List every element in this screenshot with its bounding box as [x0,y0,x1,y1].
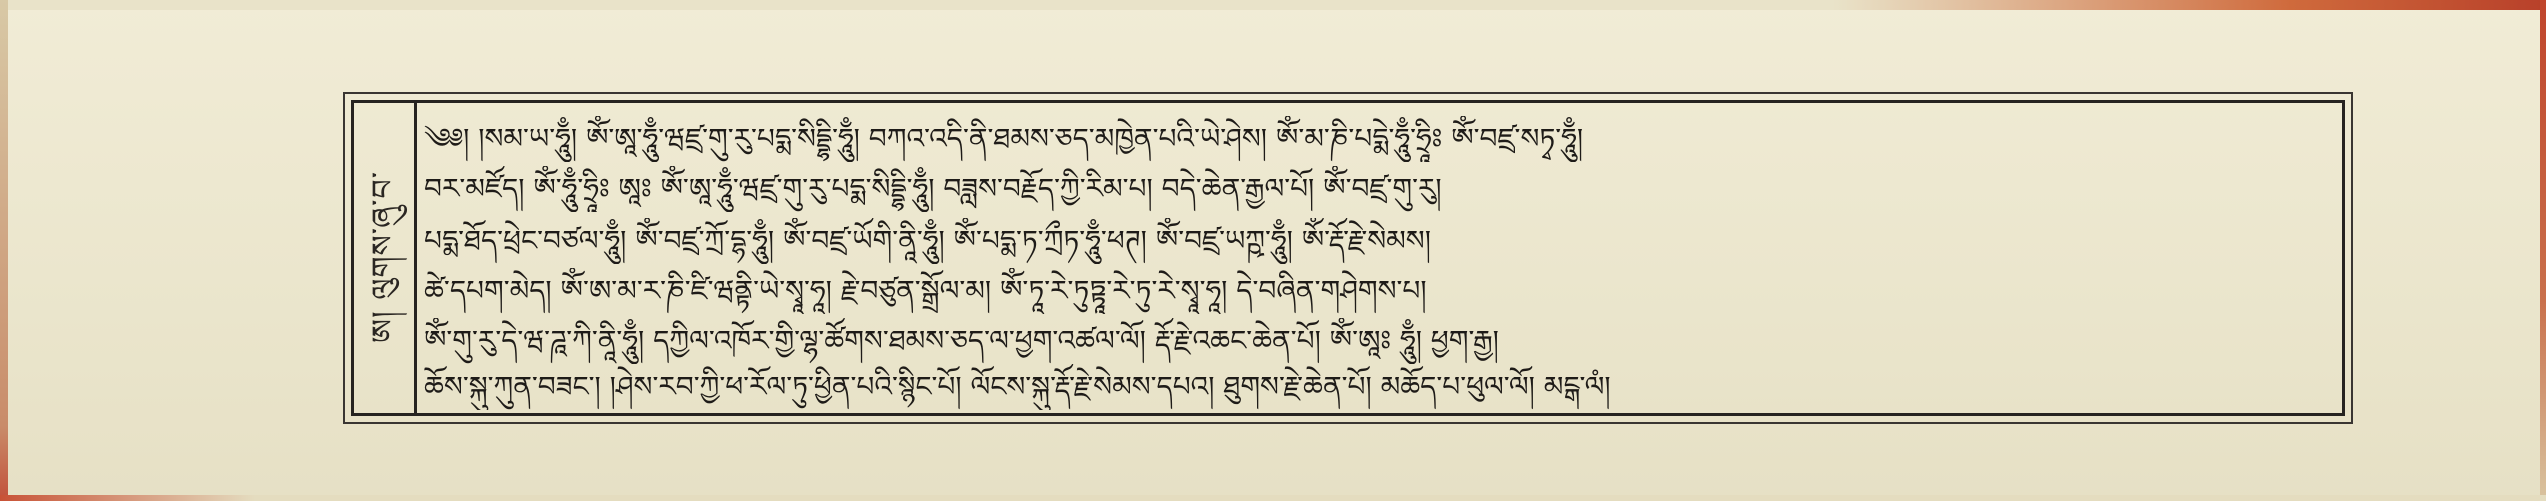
text-line-5: ཨོཾ་གུ་རུ་དེ་ཝ་ཌཱ་ཀི་ནཱི་ཧཱུྃ། དཀྱིལ་འཁོར་གྱི་ལྷ་ཚོགས་ཐམས་ཅད་ལ་ཕྱག་འཚལ་ལོ། རྡོ་རྗེ་འཆང་ཆེན་པོ། ཨོཾ་ཨཱཿ ཧཱུྃ། ཕྱག་རྒྱ། [424,324,1499,357]
text-line-4: ཚེ་དཔག་མེད། ཨོཾ་ཨ་མ་ར་ཎི་ཛི་ཝནྟི་ཡེ་སྭཱ་ཧཱ། རྗེ་བཙུན་སྒྲོལ་མ། ཨོཾ་ཏཱ་རེ་ཏུཏྟཱ་རེ་ཏུ་རེ་སྭཱ་ཧཱ། དེ་བཞིན་གཤེགས་པ། [424,274,1427,307]
margin-label [355,112,413,402]
page-edge-left [0,0,8,501]
text-block [424,106,2336,410]
text-line-1: ༄༅། །སམ་ཡ་ཧཱུྃ། ཨོཾ་ཨཱ་ཧཱུྃ་ཝཛྲ་གུ་རུ་པདྨ་སིདྡྷི་ཧཱུྃ། བཀའ་འདི་ནི་ཐམས་ཅད་མཁྱེན་པའི་ཡེ་ཤེས། ཨོཾ་མ་ཎི་པདྨེ་ཧཱུྃ་ཧྲཱིཿ ཨོཾ་བཛྲ་སཏྭ་ཧཱུྃ། [424,122,1584,155]
text-line-2: བར་མཛོད། ཨོཾ་ཧཱུྃ་ཧྲཱིཿ ཨཱཿ ཨོཾ་ཨཱ་ཧཱུྃ་ཝཛྲ་གུ་རུ་པདྨ་སིདྡྷི་ཧཱུྃ། བཟླས་བརྗོད་ཀྱི་རིམ་པ། བདེ་ཆེན་རྒྱལ་པོ། ཨོཾ་བཛྲ་གུ་རུ། [424,172,1442,205]
page-edge-right [2540,0,2546,501]
margin-label-text: ཨ། ལུགས་ཞུ་བ་ [366,170,401,343]
text-line-6: ཆོས་སྐུ་ཀུན་བཟང་། །ཤེས་རབ་ཀྱི་ཕ་རོལ་ཏུ་ཕྱིན་པའི་སྙིང་པོ། ལོངས་སྐུ་རྡོ་རྗེ་སེམས་དཔའ། ཐུགས་རྗེ་ཆེན་པོ། མཆོད་པ་ཕུལ་ལོ། མངྒ་ལཾ། [424,370,1611,403]
page-edge-bottom [0,495,2546,501]
page-edge-top [0,0,2546,10]
text-line-3: པདྨ་ཐོད་ཕྲེང་བཙལ་ཧཱུྃ། ཨོཾ་བཛྲ་ཀྲོ་དྷ་ཧཱུྃ། ཨོཾ་བཛྲ་ཡོགི་ནཱི་ཧཱུྃ། ཨོཾ་པདྨ་ཏ་ཀྲྀཏ་ཧཱུྃ་ཕཊ། ཨོཾ་བཛྲ་ཡཀྵ་ཧཱུྃ། ཨོཾ་རྡོ་རྗེ་སེམས། [424,224,1431,257]
